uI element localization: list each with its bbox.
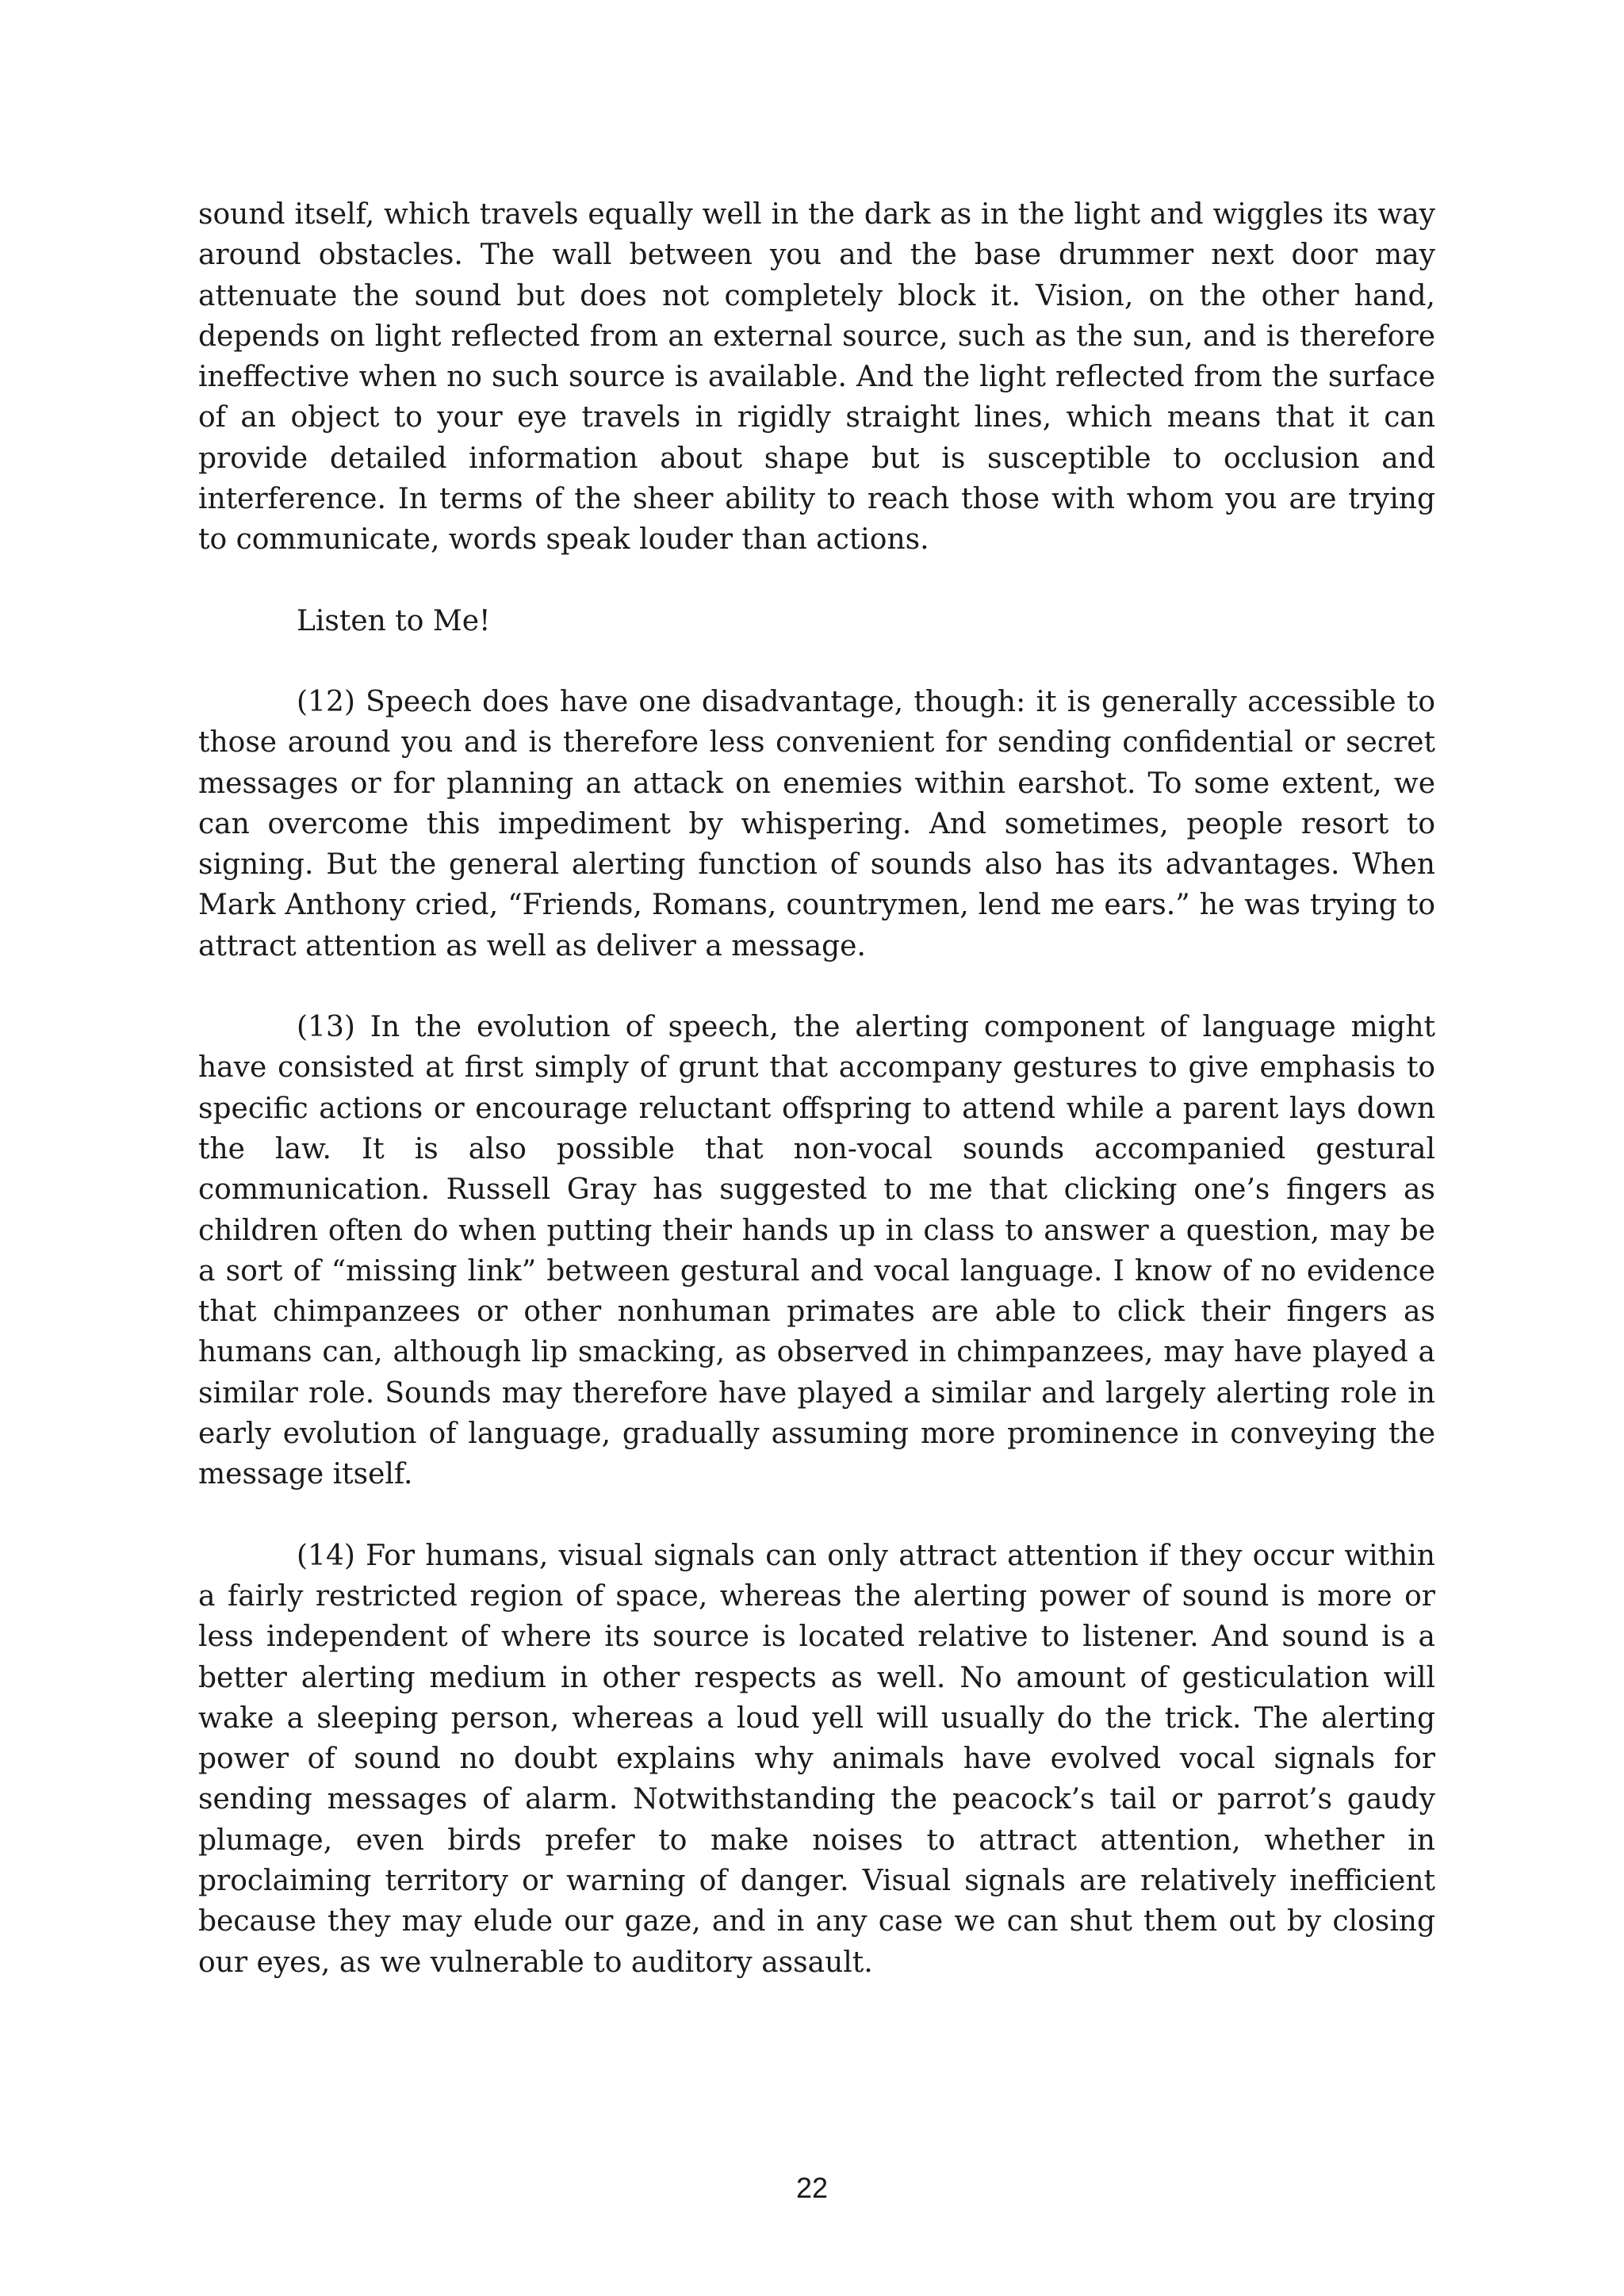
paragraph-continued: sound itself, which travels equally well in the dark as in the light and wiggles its way around obstacles. The wall between you and the base drummer next door may attenuate the sound but does not completely block it. Vision, on the other hand, depends on light reflected from an external source, such as the sun, and is therefore ineffective when no such source is available. And the light reflected from the surface of an object to your eye travels in rigidly straight lines, which means that it can provide detailed information about shape but is susceptible to occlusion and interference. In terms of the sheer ability to reach those with whom you are trying to communicate, words speak louder than actions. xyxy=(198,198,1435,557)
section-heading: Listen to Me! xyxy=(297,604,491,637)
page-number: 22 xyxy=(795,2172,829,2204)
paragraph-14: (14) For humans, visual signals can only attract attention if they occur within a fairly restricted region of space, whereas the alerting power of sound is more or less independent of where its source is located relative to listener. And sound is a better alerting medium in other respects as well. No amount of gesticulation will wake a sleeping person, whereas a loud yell will usually do the trick. The alerting power of sound no doubt explains why animals have evolved vocal signals for sending messages of alarm. Notwithstanding the peacock’s tail or parrot’s gaudy plumage, even birds prefer to make noises to attract attention, whether in proclaiming territory or warning of danger. Visual signals are relatively inefficient because they may elude our gaze, and in any case we can shut them out by closing our eyes, as we vulnerable to auditory assault. xyxy=(198,1539,1435,1979)
document-body xyxy=(198,194,1435,2023)
paragraph-13: (13) In the evolution of speech, the alerting component of language might have consisted at first simply of grunt that accompany gestures to give emphasis to specific actions or encourage reluctant offspring to attend while a parent lays down the law. It is also possible that non-vocal sounds accompanied gestural communication. Russell Gray has suggested to me that clicking one’s fingers as children often do when putting their hands up in class to answer a question, may be a sort of “missing link” between gestural and vocal language. I know of no evidence that chimpanzees or other nonhuman primates are able to click their fingers as humans can, although lip smacking, as observed in chimpanzees, may have played a similar role. Sounds may therefore have played a similar and largely alerting role in early evolution of language, gradually assuming more prominence in conveying the message itself. xyxy=(198,1011,1435,1491)
paragraph-12: (12) Speech does have one disadvantage, though: it is generally accessible to those around you and is therefore less convenient for sending confidential or secret messages or for planning an attack on enemies within earshot. To some extent, we can overcome this impediment by whispering. And sometimes, people resort to signing. But the general alerting function of sounds also has its advantages. When Mark Anthony cried, “Friends, Romans, countrymen, lend me ears.” he was trying to attract attention as well as deliver a message. xyxy=(198,685,1435,962)
